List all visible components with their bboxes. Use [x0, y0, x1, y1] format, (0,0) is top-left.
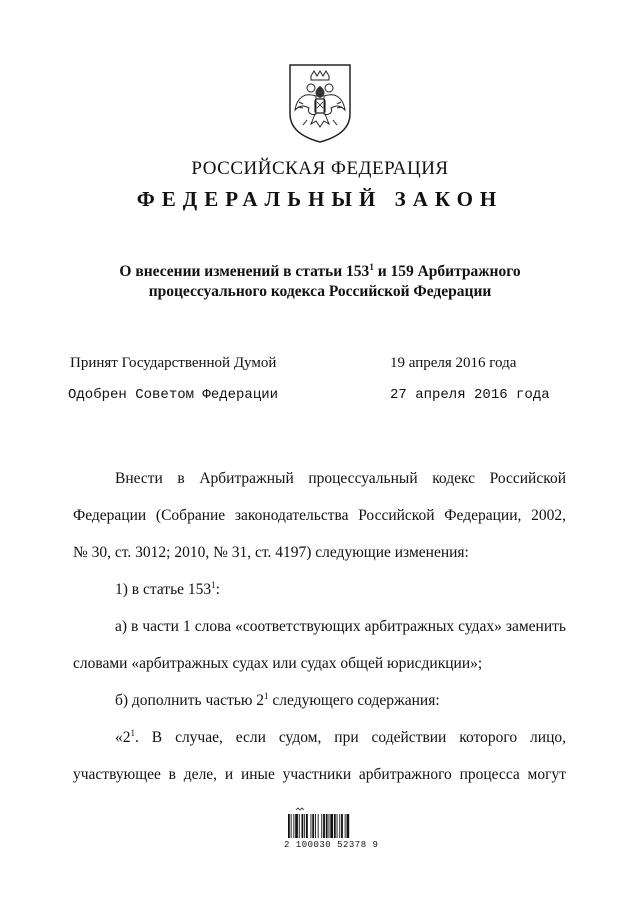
barcode-icon [284, 806, 374, 858]
adopted-label: Принят Государственной Думой [70, 355, 277, 371]
paragraph-line: № 30, ст. 3012; 2010, № 31, ст. 4197) следующие изменения: [73, 544, 469, 561]
title-text-line2: процессуального кодекса Российской Федерации [148, 283, 492, 300]
item-1-colon: : [215, 581, 220, 598]
item-1 [73, 571, 566, 608]
barcode-number: 2 100030 52378 9 [284, 840, 379, 850]
item-b-text: б) дополнить частью 2 [115, 692, 265, 709]
item-a-line: словами «арбитражных судах или судах общей юрисдикции»; [73, 655, 483, 672]
quote-line [73, 719, 566, 756]
title-text: О внесении изменений в статьи 153 [119, 263, 370, 280]
title-superscript: 1 [369, 262, 374, 272]
country-heading: РОССИЙСКАЯ ФЕДЕРАЦИЯ [191, 158, 449, 179]
approved-label: Одобрен Советом Федерации [68, 387, 279, 403]
law-body [73, 460, 566, 793]
item-1-superscript: 1 [211, 580, 216, 590]
approved-date: 27 апреля 2016 года [390, 387, 550, 403]
quote-open: «2 [115, 729, 131, 746]
item-b-text-continued: следующего содержания: [268, 692, 440, 709]
paragraph-line: Федерации (Собрание законодательства Российской Федерации, 2002, [73, 507, 566, 524]
item-b [73, 682, 566, 719]
russian-coat-of-arms-icon [287, 62, 353, 144]
item-b-superscript: 1 [264, 691, 269, 701]
item-1-text: 1) в статье 153 [115, 581, 212, 598]
paragraph-line: Внести в Арбитражный процессуальный кодекс Российской [115, 470, 566, 487]
item-a-line: а) в части 1 слова «соответствующих арбитражных судах» заменить [115, 618, 566, 635]
quote-line: участвующее в деле, и иные участники арбитражного процесса могут [73, 766, 566, 783]
law-type-heading: ФЕДЕРАЛЬНЫЙ ЗАКОН [136, 187, 504, 211]
title-text-continued: и 159 Арбитражного [373, 263, 521, 280]
quote-superscript: 1 [130, 728, 135, 738]
law-title [90, 262, 550, 302]
adopted-date: 19 апреля 2016 года [390, 355, 517, 371]
quote-text: . В случае, если судом, при содействии которого лицо, [135, 729, 566, 746]
